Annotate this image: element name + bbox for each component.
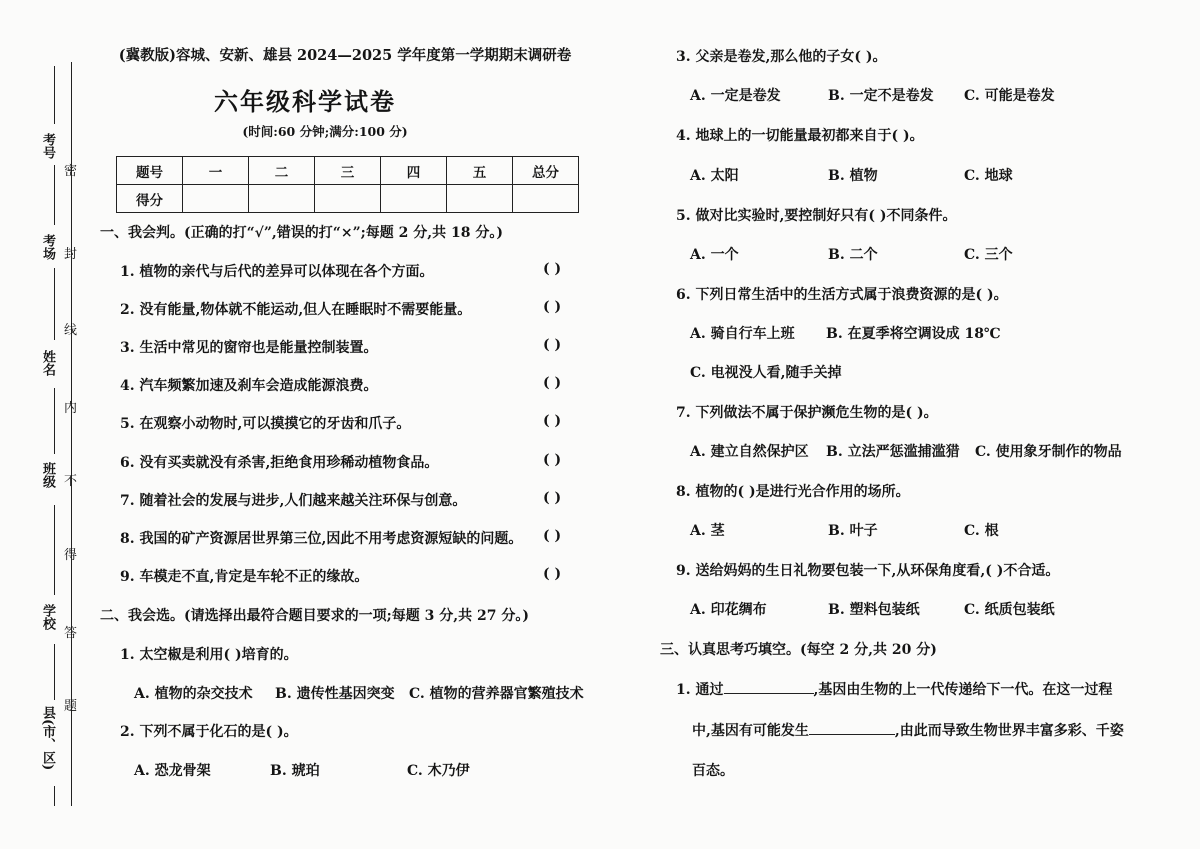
fill-question-line (692, 720, 1124, 740)
section-2-title: 二、我会选。(请选择出最符合题目要求的一项;每题 3 分,共 27 分。) (100, 608, 530, 624)
choice-question: 1. 太空椒是利用( )培育的。 (120, 647, 298, 663)
choice-option[interactable]: C. 植物的营养器官繁殖技术 (409, 686, 584, 702)
score-input-cell[interactable] (447, 185, 513, 213)
section-3-title: 三、认真思考巧填空。(每空 2 分,共 20 分) (660, 642, 937, 658)
fill-text: ,由此而导致生物世界丰富多彩、千姿 (894, 723, 1124, 739)
choice-option[interactable]: A. 茎 (690, 523, 725, 539)
choice-option[interactable]: C. 使用象牙制作的物品 (975, 444, 1122, 460)
school-label: 学校 (40, 604, 55, 630)
score-table-cell: 二 (249, 157, 315, 185)
seal-char: 不 (64, 474, 78, 489)
fill-blank[interactable] (809, 720, 895, 735)
choice-option[interactable]: C. 地球 (964, 168, 1013, 184)
score-input-cell[interactable] (381, 185, 447, 213)
choice-question: 9. 送给妈妈的生日礼物要包装一下,从环保角度看,( )不合适。 (676, 563, 1060, 579)
judge-question: 8. 我国的矿产资源居世界第三位,因此不用考虑资源短缺的问题。 (120, 531, 523, 547)
answer-paren[interactable]: ( ) (543, 261, 562, 277)
answer-paren[interactable]: ( ) (543, 375, 562, 391)
choice-question: 5. 做对比实验时,要控制好只有( )不同条件。 (676, 208, 957, 224)
judge-question: 7. 随着社会的发展与进步,人们越来越关注环保与创意。 (120, 493, 467, 509)
exam-subtitle: (冀教版)容城、安新、雄县 2024—2025 学年度第一学期期末调研卷 (118, 47, 572, 64)
fill-blank[interactable] (724, 679, 814, 694)
school-field[interactable] (54, 505, 55, 595)
seal-char: 得 (64, 548, 78, 563)
county-field[interactable] (54, 644, 55, 700)
exam-number-label: 考号 (40, 133, 55, 159)
exam-room-field[interactable] (54, 165, 55, 225)
choice-option[interactable]: C. 根 (964, 523, 999, 539)
seal-char: 内 (64, 401, 78, 416)
score-table-cell: 一 (183, 157, 249, 185)
class-label: 班级 (40, 462, 55, 488)
page-title: 六年级科学试卷 (214, 87, 396, 116)
exam-number-field[interactable] (54, 66, 55, 124)
choice-option[interactable]: A. 恐龙骨架 (134, 763, 211, 779)
score-input-cell[interactable] (315, 185, 381, 213)
class-field[interactable] (54, 388, 55, 454)
judge-question: 9. 车模走不直,肯定是车轮不正的缘故。 (120, 569, 369, 585)
fill-question-line (676, 679, 1112, 699)
score-table-cell: 三 (315, 157, 381, 185)
choice-option[interactable]: B. 遗传性基因突变 (275, 686, 395, 702)
name-label: 姓名 (40, 350, 55, 376)
fill-text: 中,基因有可能发生 (692, 723, 809, 739)
seal-char: 线 (64, 323, 78, 338)
seal-char: 答 (64, 626, 78, 641)
score-input-cell[interactable] (183, 185, 249, 213)
judge-question: 6. 没有买卖就没有杀害,拒绝食用珍稀动植物食品。 (120, 455, 439, 471)
section-1-title: 一、我会判。(正确的打“√”,错误的打“×”;每题 2 分,共 18 分。) (100, 225, 504, 241)
score-input-cell[interactable] (249, 185, 315, 213)
judge-question: 5. 在观察小动物时,可以摸摸它的牙齿和爪子。 (120, 416, 411, 432)
choice-option[interactable]: B. 琥珀 (270, 763, 320, 779)
county-field-lower (54, 786, 55, 806)
seal-char: 封 (64, 247, 78, 262)
choice-option[interactable]: B. 植物 (828, 168, 878, 184)
choice-question: 6. 下列日常生活中的生活方式属于浪费资源的是( )。 (676, 287, 1008, 303)
choice-option[interactable]: A. 一个 (690, 247, 739, 263)
exam-room-label: 考场 (40, 234, 55, 260)
score-table-cell: 得分 (117, 185, 183, 213)
answer-paren[interactable]: ( ) (543, 566, 562, 582)
score-table-cell: 总分 (513, 157, 579, 185)
answer-paren[interactable]: ( ) (543, 452, 562, 468)
answer-paren[interactable]: ( ) (543, 528, 562, 544)
choice-option[interactable]: A. 太阳 (690, 168, 739, 184)
choice-option[interactable]: C. 木乃伊 (407, 763, 470, 779)
choice-option[interactable]: B. 在夏季将空调设成 18℃ (826, 326, 1001, 342)
choice-option[interactable]: C. 三个 (964, 247, 1013, 263)
answer-paren[interactable]: ( ) (543, 337, 562, 353)
score-table-cell: 四 (381, 157, 447, 185)
score-table-cell: 五 (447, 157, 513, 185)
choice-option[interactable]: A. 植物的杂交技术 (134, 686, 253, 702)
choice-question: 7. 下列做法不属于保护濒危生物的是( )。 (676, 405, 938, 421)
choice-option[interactable]: C. 电视没人看,随手关掉 (690, 365, 842, 381)
judge-question: 2. 没有能量,物体就不能运动,但人在睡眠时不需要能量。 (120, 302, 472, 318)
name-field[interactable] (54, 268, 55, 340)
choice-option[interactable]: B. 叶子 (828, 523, 878, 539)
choice-option[interactable]: B. 塑料包装纸 (828, 602, 920, 618)
exam-meta: (时间:60 分钟;满分:100 分) (242, 124, 408, 139)
answer-paren[interactable]: ( ) (543, 299, 562, 315)
answer-paren[interactable]: ( ) (543, 490, 562, 506)
choice-option[interactable]: A. 印花绸布 (690, 602, 767, 618)
judge-question: 3. 生活中常见的窗帘也是能量控制装置。 (120, 340, 378, 356)
choice-option[interactable]: B. 立法严惩滥捕滥猎 (826, 444, 960, 460)
fill-text: ,基因由生物的上一代传递给下一代。在这一过程 (813, 682, 1113, 698)
binding-margin (0, 0, 100, 849)
choice-option[interactable]: C. 纸质包装纸 (964, 602, 1055, 618)
fill-text: 1. 通过 (676, 682, 724, 698)
score-table-header-row (117, 157, 579, 185)
choice-question: 8. 植物的( )是进行光合作用的场所。 (676, 484, 910, 500)
judge-question: 1. 植物的亲代与后代的差异可以体现在各个方面。 (120, 264, 434, 280)
choice-option[interactable]: B. 一定不是卷发 (828, 88, 934, 104)
score-input-cell[interactable] (513, 185, 579, 213)
judge-question: 4. 汽车频繁加速及刹车会造成能源浪费。 (120, 378, 378, 394)
choice-option[interactable]: A. 一定是卷发 (690, 88, 781, 104)
choice-question: 2. 下列不属于化石的是( )。 (120, 724, 298, 740)
choice-option[interactable]: A. 骑自行车上班 (690, 326, 795, 342)
seal-char: 密 (64, 164, 78, 179)
score-table-score-row (117, 185, 579, 213)
county-label: 县(市、区) (40, 706, 55, 771)
choice-option[interactable]: C. 可能是卷发 (964, 88, 1055, 104)
choice-option[interactable]: A. 建立自然保护区 (690, 444, 809, 460)
choice-question: 4. 地球上的一切能量最初都来自于( )。 (676, 128, 924, 144)
seal-char: 题 (64, 699, 78, 714)
choice-option[interactable]: B. 二个 (828, 247, 878, 263)
fill-question-line: 百态。 (692, 763, 734, 779)
score-table-cell: 题号 (117, 157, 183, 185)
choice-question: 3. 父亲是卷发,那么他的子女( )。 (676, 49, 887, 65)
answer-paren[interactable]: ( ) (543, 413, 562, 429)
score-table (116, 156, 579, 213)
